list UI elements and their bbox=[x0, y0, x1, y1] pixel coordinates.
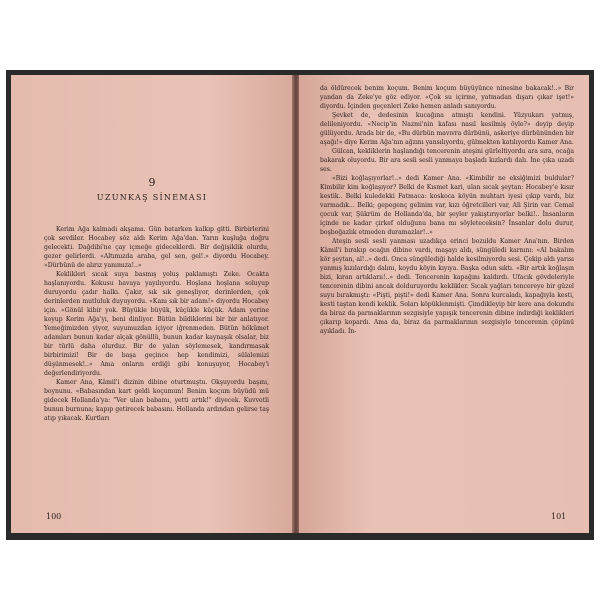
chapter-title: UZUNKAŞ SİNEMASI bbox=[96, 193, 208, 202]
page-number: 101 bbox=[551, 512, 567, 521]
page-number: 100 bbox=[46, 512, 62, 521]
paragraph: da öldürecek benim koçum. Benim koçum büyüyünce ninesine bakacak!..» Bir yandan da Zeke'ye göz ediyor. «Çok su içirme, yatmadan dışarı çıkar işet!» diyordu. İçinden geçenleri Zeke hemen anladı sanıyordu. bbox=[320, 85, 574, 111]
paragraph: Gülcan, kekliklerin haşlandığı tencerenin ateşini gürleltiyordu ara sıra, ocağa bakarak oluyordu. Bir ara sesli sesli yanmaya başladı kızlardı dalı. İne çıka uzadı ses. bbox=[320, 148, 574, 174]
chapter-number: 9 bbox=[148, 176, 156, 189]
paragraph: Keklikleri sıcak suya basmış yoluş paklamıştı Zeke. Ocakta haşlanıyordu. Kokusu havaya yayılıyordu. Hoşlana hoşlana soluyup duruyordu çadır halkı. Çakır, sık sık geneşliyor, derinlerden, çok derinlerden mutluluk duyuyordu. «Kanı sık bir adam!» diyordu Hocabey için. «Gönül kibir yok. Büyükle büyük, küçükle küçük. Adam yerine koyup Kerim Ağa'yı, beni dinliyor. Bütün bildiklerini bir bir anlatıyor. Yemeğimizden yiyor, suyumuzdan içiyor iğrenmeden. Bütün hökümet adamları bunun kadar alçak gönüllü, bunun kadar kaynaşık olsalar, biz bir türlü daha olurduz. Bir de yalan söylemesek, kandırmasak birbirimizi! Bir de başa geçince hep kendimizi, sülalemizi düşünmesek!..» Ama onların erdiği gibi konuşuyor, Hocabey'i değerlendiriyordu. bbox=[44, 271, 269, 378]
paragraph: Kamer Ana, Kâmil'i dizinin dibine oturtmuştu. Okşuyordu başını, boynunu. «Babasından kart geldi koçumun! Benim koçum büyüdü mü gidecek Hollanda'ya: "Ver ulan babamı, yetti artık!" diyecek. Kuvvetli bunun burnuna; kapıp getirecek babasını. Hollanda ardından gelirse taş atıp yıkacak. Kurtları bbox=[44, 379, 269, 423]
paragraph: Ateşin sesli sesli yanması uzadıkça erinci bozuldu Kamer Ana'nın. Birden Kâmil'i bırakıp ocağın dibine vardı, maşayı aldı, süngüledi karnını: «Al bakalım kör şeytan, al!..» dedi. Onca süngülediği halde kesilmiyordu sesi. Çekip aldı yarısı yanmış kızılardığı dalını, koydu köyin kıyıya. Başka odun sıktı. «Bir artık koğlaşın bizi, kıran artıklarıı!..» dedi. Tencerenin kapağını kaldırdı. Ufacık gövdeleriyle tencerenin dibini ancak dolduruyordu keklikler. Sıcak yağları tencereye bir güzel suyu bırakmıştı: «Pişti, pişti!» dedi Kamer Ana. Sonra kurcaladı, kapağıyla kesti, kesti taştan kendi keklik. Soları köpüklenmişti. Çimdikleyip bir kere ana dokundu da biraz da parmaklarının sezgisiyle yapışık tencerenin dibine indirdiği keklikleri çıkarıp kopardı. Ama da, biraz da parmaklarının sezgisiyle tencerenin çöpünü ayıkladı. İn- bbox=[320, 238, 574, 336]
left-page bbox=[11, 75, 293, 533]
paragraph: Kerim Ağa kalmadı akşama. Gün batarken kalkıp gitti. Birbirlerini çok sevdiler. Hocabey söz aldı Kerim Ağa'dan. Yarın kuşluğa doğru gelecekti. Dağdibi'ne çay içmeğe gideceklerdi. Bir değişiklik olurdu, gezer gelirlerdi. «Altımızda araba, gel sen, gel!.» diyordu Hocabey. «Dürbünü de alırız yanımıza!..» bbox=[44, 226, 269, 270]
paragraph: Şevket de, dedesinin kucağına atmıştı kendini. Yüzyukarı yatmış, delileniyordu. «Necip'in Nazmi'nin kafası nasıl kesilmiş öyle?» deyip deyip gülüyordu. Arada bir de, «Bu dürbün mavıvra dürbünü, askeriye dürbününden bir aşağı!» diye Kerim Ağa'nın ağzını yansılıyordu, gülmekten katılıyordu Kamer Ana. bbox=[320, 112, 574, 147]
open-book bbox=[6, 70, 594, 540]
paragraph: «Bizi koğlaşıyorlar!..» dedi Kamer Ana. «Kimbilir ne eksiğimizi buldular? Kimbilir kim koğlaşıyor? Belki de Kısmet kari, ulan sıcak şeytan: Hocabey'e kısır kestik.. Belki kuledekki Fatmaca: koskoca köyün muhtarı iyesi çıkıp vardı, biz varmadık... Belki; gepegenç gelinim var, kızı öğretcilleri var, Ali Şirin var. Cemal çocuk var, Şükrüm de Hollanda'da, bir şeyler yakıştırıyorlar belki!.. İnsanların içinde ne kadar çirkef olduğunu bana mı söyleteceksin? İnsanlar dolu durur, boşboğazlık etmeden duramazlar!..» bbox=[320, 175, 574, 237]
left-page-text bbox=[44, 225, 269, 423]
right-page bbox=[299, 75, 589, 533]
right-page-text bbox=[320, 84, 574, 336]
